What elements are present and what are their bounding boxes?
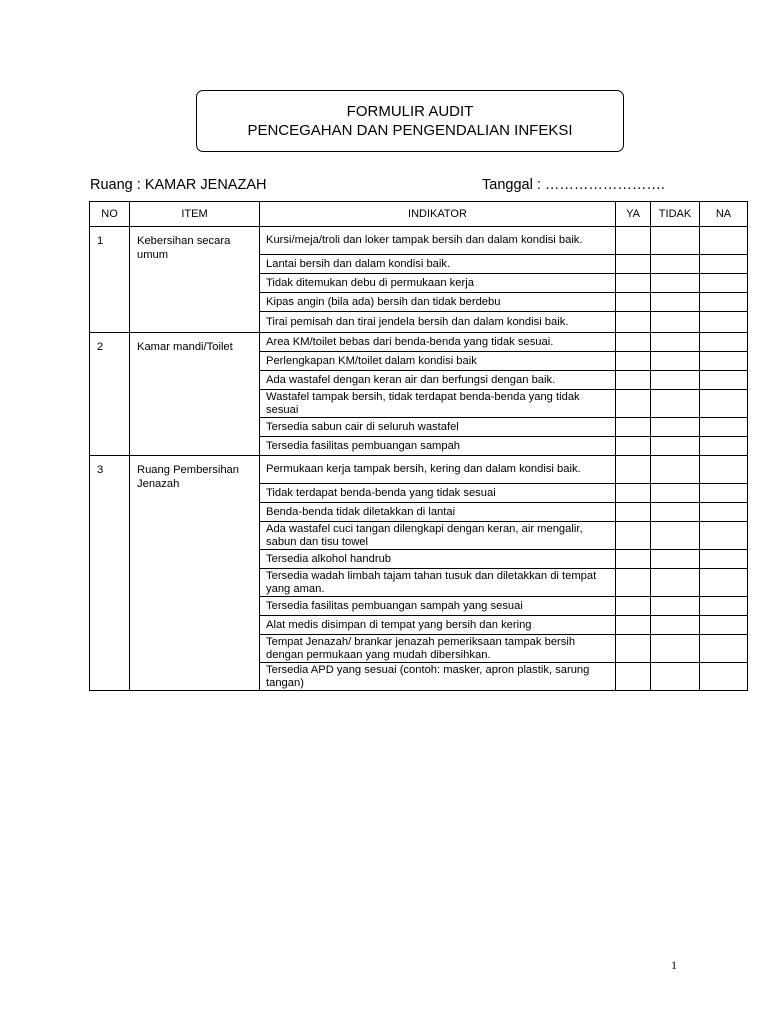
checkbox-cell-tidak[interactable] (651, 503, 700, 522)
indicator-cell (260, 274, 616, 293)
indicator-cell (260, 550, 616, 569)
checkbox-cell-tidak[interactable] (651, 312, 700, 333)
table-row (90, 227, 748, 255)
indicator-text: Tirai pemisah dan tirai jendela bersih dan dalam kondisi baik. (266, 315, 569, 328)
checkbox-cell-na[interactable] (700, 390, 748, 418)
checkbox-cell-na[interactable] (700, 333, 748, 352)
checkbox-cell-ya[interactable] (616, 503, 651, 522)
checkbox-cell-tidak[interactable] (651, 456, 700, 484)
checkbox-cell-tidak[interactable] (651, 484, 700, 503)
checkbox-cell-ya[interactable] (616, 390, 651, 418)
page-number: 1 (671, 958, 677, 972)
checkbox-cell-na[interactable] (700, 312, 748, 333)
checkbox-cell-na[interactable] (700, 522, 748, 550)
checkbox-cell-tidak[interactable] (651, 333, 700, 352)
checkbox-cell-tidak[interactable] (651, 227, 700, 255)
indicator-cell (260, 312, 616, 333)
checkbox-cell-ya[interactable] (616, 484, 651, 503)
checkbox-cell-ya[interactable] (616, 371, 651, 390)
row-item: Kamar mandi/Toilet (130, 333, 260, 456)
checkbox-cell-tidak[interactable] (651, 616, 700, 635)
indicator-cell (260, 503, 616, 522)
table-row (90, 456, 748, 484)
checkbox-cell-ya[interactable] (616, 635, 651, 663)
indicator-text: Permukaan kerja tampak bersih, kering dan dalam kondisi baik. (266, 463, 581, 475)
indicator-cell (260, 390, 616, 418)
indicator-text: Alat medis disimpan di tempat yang bersih dan kering (266, 618, 532, 631)
checkbox-cell-na[interactable] (700, 597, 748, 616)
checkbox-cell-ya[interactable] (616, 663, 651, 691)
checkbox-cell-na[interactable] (700, 456, 748, 484)
indicator-text: Kipas angin (bila ada) bersih dan tidak berdebu (266, 295, 501, 308)
checkbox-cell-ya[interactable] (616, 616, 651, 635)
indicator-cell (260, 352, 616, 371)
row-item: Kebersihan secara umum (130, 227, 260, 333)
audit-table (89, 201, 748, 691)
indicator-text: Tempat Jenazah/ brankar jenazah pemeriksaan tampak bersih dengan permukaan yang mudah dibersihkan. (266, 635, 576, 661)
row-item: Ruang Pembersihan Jenazah (130, 456, 260, 691)
indicator-cell (260, 418, 616, 437)
indicator-cell (260, 597, 616, 616)
header-indikator: INDIKATOR (260, 202, 616, 227)
indicator-cell (260, 616, 616, 635)
indicator-text: Tersedia fasilitas pembuangan sampah yang sesuai (266, 599, 523, 612)
indicator-text: Area KM/toilet bebas dari benda-benda yang tidak sesuai. (266, 335, 554, 348)
indicator-cell (260, 293, 616, 312)
indicator-cell (260, 663, 616, 691)
indicator-text: Tersedia alkohol handrub (266, 552, 392, 565)
table-row (90, 333, 748, 352)
indicator-cell (260, 522, 616, 550)
checkbox-cell-na[interactable] (700, 503, 748, 522)
checkbox-cell-na[interactable] (700, 255, 748, 274)
checkbox-cell-na[interactable] (700, 227, 748, 255)
row-number: 3 (90, 456, 130, 691)
checkbox-cell-na[interactable] (700, 293, 748, 312)
checkbox-cell-tidak[interactable] (651, 597, 700, 616)
checkbox-cell-tidak[interactable] (651, 371, 700, 390)
checkbox-cell-tidak[interactable] (651, 635, 700, 663)
checkbox-cell-na[interactable] (700, 663, 748, 691)
checkbox-cell-na[interactable] (700, 635, 748, 663)
checkbox-cell-tidak[interactable] (651, 352, 700, 371)
checkbox-cell-na[interactable] (700, 418, 748, 437)
checkbox-cell-ya[interactable] (616, 293, 651, 312)
form-subtitle: PENCEGAHAN DAN PENGENDALIAN INFEKSI (247, 122, 573, 139)
checkbox-cell-tidak[interactable] (651, 663, 700, 691)
indicator-cell (260, 484, 616, 503)
indicator-text: Wastafel tampak bersih, tidak terdapat benda-benda yang tidak sesuai (266, 390, 580, 416)
checkbox-cell-na[interactable] (700, 550, 748, 569)
checkbox-cell-na[interactable] (700, 484, 748, 503)
checkbox-cell-ya[interactable] (616, 418, 651, 437)
indicator-cell (260, 255, 616, 274)
checkbox-cell-ya[interactable] (616, 312, 651, 333)
checkbox-cell-ya[interactable] (616, 522, 651, 550)
indicator-text: Ada wastafel cuci tangan dilengkapi dengan keran, air mengalir, sabun dan tisu towel (266, 522, 583, 548)
checkbox-cell-ya[interactable] (616, 255, 651, 274)
checkbox-cell-ya[interactable] (616, 456, 651, 484)
indicator-cell (260, 456, 616, 484)
indicator-text: Perlengkapan KM/toilet dalam kondisi baik (266, 354, 477, 367)
checkbox-cell-tidak[interactable] (651, 437, 700, 456)
checkbox-cell-ya[interactable] (616, 569, 651, 597)
checkbox-cell-tidak[interactable] (651, 293, 700, 312)
header-ya: YA (616, 202, 651, 227)
checkbox-cell-tidak[interactable] (651, 550, 700, 569)
header-no: NO (90, 202, 130, 227)
indicator-text: Lantai bersih dan dalam kondisi baik. (266, 257, 451, 270)
checkbox-cell-ya[interactable] (616, 274, 651, 293)
form-title: FORMULIR AUDIT (346, 103, 474, 120)
checkbox-cell-na[interactable] (700, 616, 748, 635)
header-item: ITEM (130, 202, 260, 227)
indicator-cell (260, 371, 616, 390)
indicator-cell (260, 635, 616, 663)
tanggal-field: Tanggal : ……………………. (482, 177, 665, 193)
checkbox-cell-ya[interactable] (616, 437, 651, 456)
checkbox-cell-tidak[interactable] (651, 418, 700, 437)
header-na: NA (700, 202, 748, 227)
row-number: 1 (90, 227, 130, 333)
checkbox-cell-na[interactable] (700, 569, 748, 597)
indicator-cell (260, 227, 616, 255)
checkbox-cell-na[interactable] (700, 352, 748, 371)
checkbox-cell-na[interactable] (700, 437, 748, 456)
checkbox-cell-na[interactable] (700, 371, 748, 390)
indicator-text: Tersedia sabun cair di seluruh wastafel (266, 420, 459, 433)
checkbox-cell-tidak[interactable] (651, 522, 700, 550)
indicator-text: Tersedia APD yang sesuai (contoh: masker, apron plastik, sarung tangan) (266, 663, 590, 689)
indicator-cell (260, 569, 616, 597)
checkbox-cell-tidak[interactable] (651, 390, 700, 418)
form-title-box (196, 90, 624, 152)
indicator-cell (260, 437, 616, 456)
checkbox-cell-na[interactable] (700, 274, 748, 293)
indicator-text: Tersedia fasilitas pembuangan sampah (266, 439, 461, 452)
checkbox-cell-tidak[interactable] (651, 274, 700, 293)
header-tidak: TIDAK (651, 202, 700, 227)
indicator-text: Tidak ditemukan debu di permukaan kerja (266, 276, 474, 289)
indicator-cell (260, 333, 616, 352)
checkbox-cell-ya[interactable] (616, 352, 651, 371)
checkbox-cell-tidak[interactable] (651, 569, 700, 597)
indicator-text: Tersedia wadah limbah tajam tahan tusuk dan diletakkan di tempat yang aman. (266, 569, 597, 595)
checkbox-cell-tidak[interactable] (651, 255, 700, 274)
indicator-text: Tidak terdapat benda-benda yang tidak sesuai (266, 486, 496, 499)
ruang-field: Ruang : KAMAR JENAZAH (90, 177, 267, 193)
checkbox-cell-ya[interactable] (616, 597, 651, 616)
row-number: 2 (90, 333, 130, 456)
indicator-text: Ada wastafel dengan keran air dan berfungsi dengan baik. (266, 373, 556, 386)
checkbox-cell-ya[interactable] (616, 550, 651, 569)
table-body (90, 227, 748, 691)
table-header-row (90, 202, 748, 227)
checkbox-cell-ya[interactable] (616, 227, 651, 255)
indicator-text: Benda-benda tidak diletakkan di lantai (266, 505, 456, 518)
indicator-text: Kursi/meja/troli dan loker tampak bersih dan dalam kondisi baik. (266, 234, 583, 246)
checkbox-cell-ya[interactable] (616, 333, 651, 352)
